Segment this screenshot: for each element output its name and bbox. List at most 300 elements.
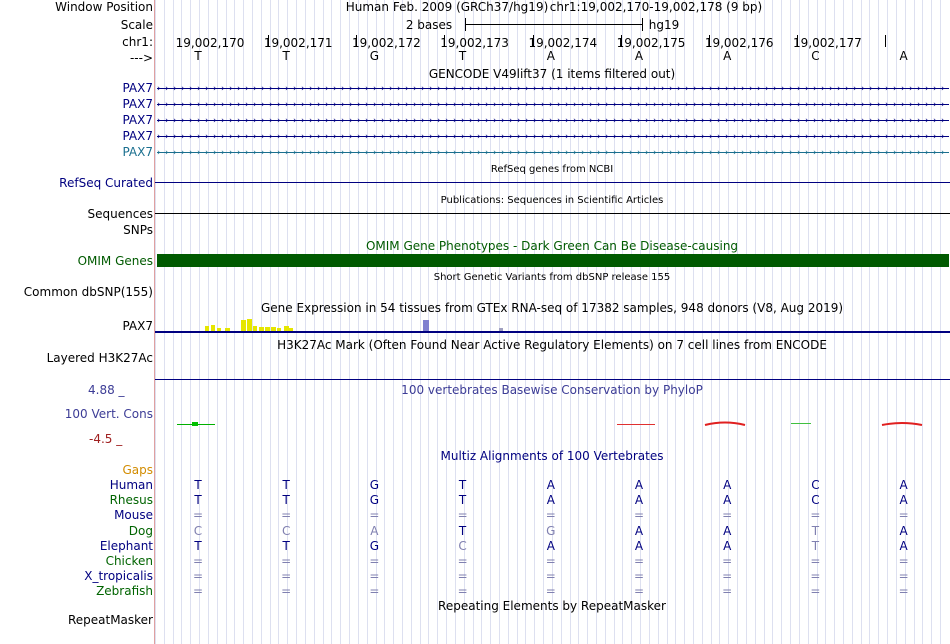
strand-chevron-icon: › <box>549 132 553 142</box>
strand-chevron-icon: › <box>813 100 817 110</box>
strand-chevron-icon: › <box>197 116 201 126</box>
strand-chevron-icon: › <box>429 84 433 94</box>
strand-chevron-icon: › <box>501 116 505 126</box>
strand-chevron-icon: › <box>837 100 841 110</box>
gencode-item-label[interactable]: PAX7 <box>122 97 153 111</box>
strand-chevron-icon: › <box>925 148 929 158</box>
strand-chevron-icon: › <box>781 116 785 126</box>
strand-chevron-icon: › <box>389 84 393 94</box>
refseq-track-label[interactable]: RefSeq Curated <box>59 176 153 190</box>
gtex-bar[interactable] <box>423 320 429 331</box>
multiz-aligned-base: T <box>194 478 202 492</box>
strand-chevron-icon: › <box>845 148 849 158</box>
publications-track-label[interactable]: Sequences <box>87 207 153 221</box>
strand-chevron-icon: › <box>709 116 713 126</box>
repeatmasker-track-label[interactable]: RepeatMasker <box>67 613 153 627</box>
strand-chevron-icon: › <box>485 84 489 94</box>
strand-chevron-icon: › <box>301 100 305 110</box>
strand-chevron-icon: › <box>741 148 745 158</box>
strand-chevron-icon: › <box>365 100 369 110</box>
strand-chevron-icon: › <box>877 100 881 110</box>
strand-chevron-icon: › <box>485 148 489 158</box>
strand-chevron-icon: › <box>157 116 161 126</box>
strand-chevron-icon: › <box>421 100 425 110</box>
gencode-item-label[interactable]: PAX7 <box>122 81 153 95</box>
repeatmasker-track-title: Repeating Elements by RepeatMasker <box>438 599 666 613</box>
strand-chevron-icon: › <box>773 132 777 142</box>
gtex-bar[interactable] <box>247 319 252 331</box>
strand-chevron-icon: › <box>325 148 329 158</box>
strand-chevron-icon: › <box>917 116 921 126</box>
strand-chevron-icon: › <box>517 100 521 110</box>
ruler-base: T <box>194 49 202 63</box>
strand-chevron-icon: › <box>853 132 857 142</box>
multiz-aligned-base: A <box>723 523 732 538</box>
strand-chevron-icon: › <box>637 148 641 158</box>
strand-chevron-icon: › <box>229 116 233 126</box>
strand-chevron-icon: › <box>933 132 937 142</box>
strand-chevron-icon: › <box>605 100 609 110</box>
multiz-aligned-base: = <box>898 584 909 599</box>
strand-chevron-icon: › <box>373 100 377 110</box>
strand-chevron-icon: › <box>805 84 809 94</box>
strand-chevron-icon: › <box>837 132 841 142</box>
strand-chevron-icon: › <box>645 116 649 126</box>
multiz-gaps-label[interactable]: Gaps <box>122 463 153 477</box>
strand-chevron-icon: › <box>285 84 289 94</box>
strand-chevron-icon: › <box>429 116 433 126</box>
strand-chevron-icon: › <box>181 148 185 158</box>
strand-chevron-icon: › <box>829 100 833 110</box>
strand-chevron-icon: › <box>629 132 633 142</box>
strand-chevron-icon: › <box>773 84 777 94</box>
multiz-aligned-base: = <box>810 554 821 568</box>
strand-chevron-icon: › <box>757 100 761 110</box>
db-text: hg19 <box>648 18 680 32</box>
multiz-aligned-base: C <box>281 523 291 538</box>
gencode-transcript[interactable] <box>157 100 949 110</box>
multiz-aligned-base: = <box>633 508 645 523</box>
strand-chevron-icon: › <box>925 116 929 126</box>
phylop-track-label[interactable]: 100 Vert. Cons <box>64 407 153 421</box>
strand-chevron-icon: › <box>381 100 385 110</box>
strand-chevron-icon: › <box>501 132 505 142</box>
strand-chevron-icon: › <box>525 116 529 126</box>
strand-chevron-icon: › <box>645 100 649 110</box>
strand-chevron-icon: › <box>429 132 433 142</box>
strand-chevron-icon: › <box>189 116 193 126</box>
gtex-expression-bars[interactable] <box>157 316 949 331</box>
strand-chevron-icon: › <box>165 148 169 158</box>
strand-chevron-icon: › <box>181 116 185 126</box>
strand-chevron-icon: › <box>525 132 529 142</box>
strand-chevron-icon: › <box>445 100 449 110</box>
strand-chevron-icon: › <box>213 116 217 126</box>
gencode-transcript[interactable] <box>157 132 949 142</box>
strand-chevron-icon: › <box>853 116 857 126</box>
strand-chevron-icon: › <box>493 100 497 110</box>
multiz-aligned-base: = <box>633 554 645 568</box>
strand-chevron-icon: › <box>437 132 441 142</box>
strand-chevron-icon: › <box>357 148 361 158</box>
strand-chevron-icon: › <box>581 132 585 142</box>
scale-label: Scale <box>120 18 153 32</box>
strand-chevron-icon: › <box>685 132 689 142</box>
strand-chevron-icon: › <box>245 116 249 126</box>
strand-chevron-icon: › <box>461 116 465 126</box>
strand-chevron-icon: › <box>605 148 609 158</box>
strand-chevron-icon: › <box>653 132 657 142</box>
strand-chevron-icon: › <box>213 132 217 142</box>
strand-chevron-icon: › <box>573 148 577 158</box>
position-text[interactable]: chr1:19,002,170-19,002,178 (9 bp) <box>549 0 763 14</box>
multiz-aligned-base: A <box>723 478 732 492</box>
strand-chevron-icon: › <box>565 116 569 126</box>
strand-chevron-icon: › <box>309 100 313 110</box>
multiz-aligned-base: = <box>192 508 204 523</box>
multiz-species-label[interactable]: Elephant <box>99 538 153 553</box>
strand-chevron-icon: › <box>845 100 849 110</box>
multiz-species-label[interactable]: Human <box>109 478 153 492</box>
strand-chevron-icon: › <box>253 132 257 142</box>
omim-track-label[interactable]: OMIM Genes <box>77 254 153 268</box>
strand-chevron-icon: › <box>653 148 657 158</box>
strand-chevron-icon: › <box>893 116 897 126</box>
dbsnp-track-label[interactable]: Common dbSNP(155) <box>23 285 153 299</box>
multiz-aligned-base: A <box>370 523 379 538</box>
multiz-aligned-base: A <box>634 538 644 553</box>
strand-chevron-icon: › <box>573 84 577 94</box>
multiz-aligned-base: = <box>457 584 468 599</box>
strand-chevron-icon: › <box>781 132 785 142</box>
strand-chevron-icon: › <box>405 132 409 142</box>
multiz-aligned-base: A <box>546 478 555 492</box>
strand-chevron-icon: › <box>789 100 793 110</box>
strand-chevron-icon: › <box>221 132 225 142</box>
scale-text: 2 bases <box>405 18 453 32</box>
strand-chevron-icon: › <box>261 116 265 126</box>
strand-chevron-icon: › <box>421 148 425 158</box>
strand-chevron-icon: › <box>269 84 273 94</box>
omim-track-title: OMIM Gene Phenotypes - Dark Green Can Be Disease-causing <box>365 239 739 253</box>
multiz-aligned-base: A <box>899 493 908 508</box>
strand-chevron-icon: › <box>405 116 409 126</box>
strand-chevron-icon: › <box>493 116 497 126</box>
strand-chevron-icon: › <box>381 116 385 126</box>
strand-chevron-icon: › <box>365 148 369 158</box>
phylop-signal[interactable] <box>155 414 950 434</box>
multiz-species-label[interactable]: Dog <box>128 523 153 538</box>
strand-chevron-icon: › <box>709 100 713 110</box>
strand-chevron-icon: › <box>349 148 353 158</box>
strand-chevron-icon: › <box>309 116 313 126</box>
strand-chevron-icon: › <box>333 132 337 142</box>
strand-chevron-icon: › <box>293 100 297 110</box>
strand-chevron-icon: › <box>725 84 729 94</box>
strand-chevron-icon: › <box>637 84 641 94</box>
strand-chevron-icon: › <box>173 148 177 158</box>
multiz-aligned-base: A <box>634 523 644 538</box>
multiz-aligned-base: = <box>810 569 821 584</box>
strand-chevron-icon: › <box>693 84 697 94</box>
gencode-item-label[interactable]: PAX7 <box>122 129 153 143</box>
multiz-species-label[interactable]: Chicken <box>105 554 153 568</box>
strand-chevron-icon: › <box>837 84 841 94</box>
strand-chevron-icon: › <box>165 116 169 126</box>
strand-chevron-icon: › <box>565 84 569 94</box>
strand-chevron-icon: › <box>509 116 513 126</box>
strand-chevron-icon: › <box>637 100 641 110</box>
strand-chevron-icon: › <box>293 132 297 142</box>
strand-chevron-icon: › <box>261 84 265 94</box>
strand-chevron-icon: › <box>765 148 769 158</box>
gencode-transcript[interactable] <box>157 148 949 158</box>
strand-chevron-icon: › <box>349 132 353 142</box>
ruler-tick-label: 19,002,175 <box>616 36 686 50</box>
strand-chevron-icon: › <box>333 116 337 126</box>
strand-chevron-icon: › <box>757 148 761 158</box>
strand-chevron-icon: › <box>877 116 881 126</box>
strand-chevron-icon: › <box>293 116 297 126</box>
multiz-aligned-base: = <box>545 569 556 584</box>
strand-chevron-icon: › <box>437 100 441 110</box>
strand-chevron-icon: › <box>933 148 937 158</box>
strand-chevron-icon: › <box>477 132 481 142</box>
strand-chevron-icon: › <box>717 132 721 142</box>
strand-chevron-icon: › <box>765 132 769 142</box>
strand-chevron-icon: › <box>317 100 321 110</box>
strand-chevron-icon: › <box>733 116 737 126</box>
gencode-item-label[interactable]: PAX7 <box>122 145 153 159</box>
strand-chevron-icon: › <box>821 84 825 94</box>
strand-chevron-icon: › <box>469 132 473 142</box>
multiz-aligned-base: = <box>898 569 909 584</box>
strand-chevron-icon: › <box>213 100 217 110</box>
strand-chevron-icon: › <box>213 84 217 94</box>
strand-chevron-icon: › <box>541 148 545 158</box>
multiz-aligned-base: = <box>281 508 292 523</box>
multiz-aligned-base: T <box>458 493 467 508</box>
strand-chevron-icon: › <box>829 148 833 158</box>
strand-chevron-icon: › <box>421 132 425 142</box>
strand-chevron-icon: › <box>277 116 281 126</box>
strand-chevron-icon: › <box>349 84 353 94</box>
strand-chevron-icon: › <box>669 84 673 94</box>
strand-chevron-icon: › <box>445 148 449 158</box>
strand-chevron-icon: › <box>573 100 577 110</box>
strand-chevron-icon: › <box>749 148 753 158</box>
strand-chevron-icon: › <box>789 148 793 158</box>
strand-chevron-icon: › <box>365 84 369 94</box>
strand-chevron-icon: › <box>253 116 257 126</box>
strand-chevron-icon: › <box>789 132 793 142</box>
multiz-aligned-base: = <box>545 554 556 568</box>
gencode-item-label[interactable]: PAX7 <box>122 113 153 127</box>
strand-chevron-icon: › <box>853 84 857 94</box>
strand-chevron-icon: › <box>453 132 457 142</box>
strand-chevron-icon: › <box>437 84 441 94</box>
strand-chevron-icon: › <box>909 116 913 126</box>
strand-chevron-icon: › <box>389 100 393 110</box>
strand-chevron-icon: › <box>925 132 929 142</box>
strand-chevron-icon: › <box>237 132 241 142</box>
strand-chevron-icon: › <box>621 132 625 142</box>
multiz-aligned-base: = <box>369 508 380 523</box>
strand-chevron-icon: › <box>781 148 785 158</box>
strand-chevron-icon: › <box>581 100 585 110</box>
strand-chevron-icon: › <box>597 84 601 94</box>
strand-chevron-icon: › <box>869 116 873 126</box>
gencode-transcript[interactable] <box>157 116 949 126</box>
strand-chevron-icon: › <box>325 100 329 110</box>
strand-chevron-icon: › <box>493 132 497 142</box>
strand-chevron-icon: › <box>685 116 689 126</box>
strand-chevron-icon: › <box>885 116 889 126</box>
strand-chevron-icon: › <box>693 148 697 158</box>
strand-chevron-icon: › <box>877 84 881 94</box>
strand-chevron-icon: › <box>237 116 241 126</box>
h3k27ac-baseline <box>155 379 950 380</box>
strand-chevron-icon: › <box>469 148 473 158</box>
strand-chevron-icon: › <box>189 84 193 94</box>
strand-chevron-icon: › <box>317 148 321 158</box>
strand-chevron-icon: › <box>693 116 697 126</box>
strand-chevron-icon: › <box>797 116 801 126</box>
strand-chevron-icon: › <box>797 84 801 94</box>
strand-chevron-icon: › <box>821 100 825 110</box>
multiz-aligned-base: = <box>545 584 556 599</box>
strand-chevron-icon: › <box>613 100 617 110</box>
strand-chevron-icon: › <box>501 100 505 110</box>
strand-chevron-icon: › <box>661 132 665 142</box>
strand-chevron-icon: › <box>541 116 545 126</box>
strand-chevron-icon: › <box>677 148 681 158</box>
chrom-label: chr1: <box>122 35 153 49</box>
strand-chevron-icon: › <box>533 116 537 126</box>
strand-chevron-icon: › <box>325 116 329 126</box>
strand-chevron-icon: › <box>645 84 649 94</box>
strand-chevron-icon: › <box>909 148 913 158</box>
strand-chevron-icon: › <box>893 148 897 158</box>
strand-chevron-icon: › <box>445 84 449 94</box>
strand-chevron-icon: › <box>805 100 809 110</box>
strand-chevron-icon: › <box>477 100 481 110</box>
strand-chevron-icon: › <box>485 132 489 142</box>
strand-chevron-icon: › <box>509 132 513 142</box>
grid-line <box>155 0 156 644</box>
h3k27ac-track-label[interactable]: Layered H3K27Ac <box>46 351 153 365</box>
strand-chevron-icon: › <box>413 132 417 142</box>
strand-chevron-icon: › <box>485 100 489 110</box>
strand-chevron-icon: › <box>813 84 817 94</box>
multiz-aligned-base: C <box>811 478 820 492</box>
strand-chevron-icon: › <box>917 84 921 94</box>
strand-chevron-icon: › <box>541 100 545 110</box>
strand-chevron-icon: › <box>589 148 593 158</box>
ruler-base: T <box>282 49 290 63</box>
strand-chevron-icon: › <box>189 100 193 110</box>
strand-chevron-icon: › <box>485 116 489 126</box>
strand-chevron-icon: › <box>893 100 897 110</box>
strand-chevron-icon: › <box>677 132 681 142</box>
strand-chevron-icon: › <box>237 84 241 94</box>
gtex-track-label[interactable]: PAX7 <box>122 319 153 333</box>
multiz-aligned-base: = <box>545 508 556 523</box>
strand-chevron-icon: › <box>173 100 177 110</box>
strand-chevron-icon: › <box>709 132 713 142</box>
strand-chevron-icon: › <box>661 84 665 94</box>
strand-chevron-icon: › <box>565 148 569 158</box>
strand-chevron-icon: › <box>517 84 521 94</box>
strand-chevron-icon: › <box>157 84 161 94</box>
strand-chevron-icon: › <box>165 132 169 142</box>
strand-chevron-icon: › <box>573 132 577 142</box>
multiz-aligned-base: A <box>723 493 732 508</box>
multiz-aligned-base: T <box>282 493 290 508</box>
multiz-species-label[interactable]: Rhesus <box>109 493 153 508</box>
strand-chevron-icon: › <box>789 84 793 94</box>
strand-chevron-icon: › <box>685 84 689 94</box>
strand-chevron-icon: › <box>629 116 633 126</box>
omim-feature-bar[interactable] <box>157 254 949 267</box>
strand-chevron-icon: › <box>861 84 865 94</box>
strand-chevron-icon: › <box>157 148 161 158</box>
strand-chevron-icon: › <box>221 100 225 110</box>
gtex-bar[interactable] <box>241 320 246 331</box>
multiz-species-label[interactable]: X_tropicalis <box>84 569 153 584</box>
strand-chevron-icon: › <box>357 84 361 94</box>
strand-chevron-icon: › <box>925 84 929 94</box>
label-column-divider <box>154 0 155 644</box>
gencode-transcript[interactable] <box>157 84 949 94</box>
strand-chevron-icon: › <box>373 148 377 158</box>
strand-chevron-icon: › <box>277 132 281 142</box>
strand-chevron-icon: › <box>693 100 697 110</box>
strand-chevron-icon: › <box>205 132 209 142</box>
ruler-tick-label: 19,002,170 <box>175 36 245 50</box>
strand-chevron-icon: › <box>261 100 265 110</box>
multiz-aligned-base: A <box>546 493 555 508</box>
strand-chevron-icon: › <box>253 100 257 110</box>
gtex-baseline <box>155 331 950 333</box>
strand-chevron-icon: › <box>869 148 873 158</box>
strand-chevron-icon: › <box>925 100 929 110</box>
strand-chevron-icon: › <box>773 100 777 110</box>
strand-chevron-icon: › <box>821 132 825 142</box>
multiz-aligned-base: G <box>369 493 380 508</box>
strand-chevron-icon: › <box>477 148 481 158</box>
multiz-species-label[interactable]: Zebrafish <box>96 584 153 599</box>
strand-chevron-icon: › <box>581 116 585 126</box>
ruler-tick-label: 19,002,176 <box>704 36 774 50</box>
strand-chevron-icon: › <box>493 148 497 158</box>
multiz-aligned-base: T <box>458 523 467 538</box>
strand-chevron-icon: › <box>373 132 377 142</box>
strand-chevron-icon: › <box>205 84 209 94</box>
strand-chevron-icon: › <box>237 100 241 110</box>
strand-chevron-icon: › <box>749 116 753 126</box>
strand-chevron-icon: › <box>229 84 233 94</box>
multiz-species-label[interactable]: Mouse <box>114 508 153 523</box>
strand-chevron-icon: › <box>613 84 617 94</box>
strand-chevron-icon: › <box>557 148 561 158</box>
phylop-min-label: -4.5 _ <box>89 432 123 446</box>
snps-track-label[interactable]: SNPs <box>123 223 153 237</box>
multiz-aligned-base: = <box>192 584 204 599</box>
strand-chevron-icon: › <box>813 116 817 126</box>
strand-chevron-icon: › <box>853 100 857 110</box>
strand-chevron-icon: › <box>677 116 681 126</box>
